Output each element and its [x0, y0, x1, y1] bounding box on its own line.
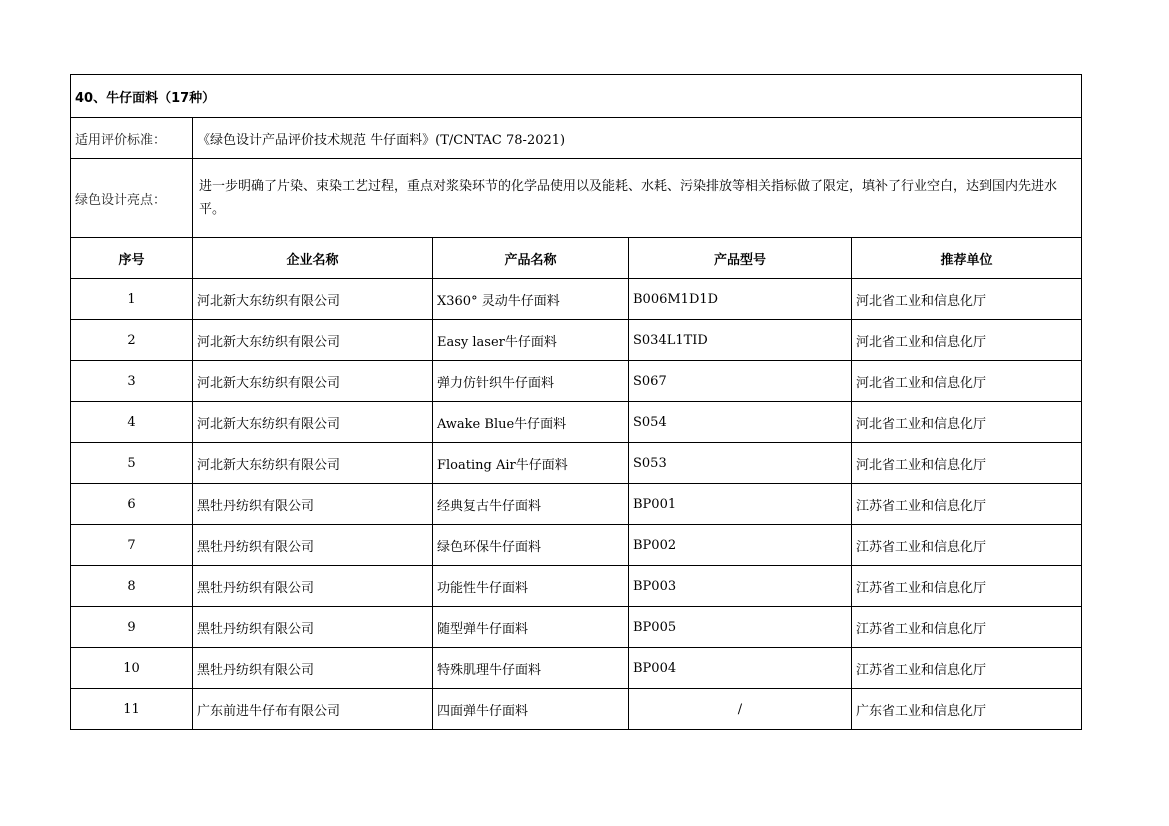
- table-row: [71, 361, 1082, 402]
- cell-model: S034L1TID: [629, 320, 852, 361]
- cell-product: 特殊肌理牛仔面料: [433, 648, 629, 689]
- cell-product: Awake Blue牛仔面料: [433, 402, 629, 443]
- table-row: [71, 689, 1082, 730]
- cell-company: 黑牡丹纺织有限公司: [193, 484, 433, 525]
- highlight-row: [71, 159, 1082, 238]
- cell-model: S054: [629, 402, 852, 443]
- cell-recommender: 河北省工业和信息化厅: [852, 279, 1082, 320]
- cell-company: 黑牡丹纺织有限公司: [193, 607, 433, 648]
- cell-model: BP002: [629, 525, 852, 566]
- cell-recommender: 广东省工业和信息化厅: [852, 689, 1082, 730]
- cell-model: BP003: [629, 566, 852, 607]
- table-row: [71, 402, 1082, 443]
- cell-product: 绿色环保牛仔面料: [433, 525, 629, 566]
- section-title: 40、牛仔面料（17种）: [71, 75, 1082, 118]
- column-header-no: 序号: [71, 238, 193, 279]
- cell-model: B006M1D1D: [629, 279, 852, 320]
- cell-no: 7: [71, 525, 193, 566]
- cell-no: 9: [71, 607, 193, 648]
- table-row: [71, 320, 1082, 361]
- cell-company: 黑牡丹纺织有限公司: [193, 648, 433, 689]
- highlight-label: 绿色设计亮点：: [71, 159, 193, 238]
- cell-recommender: 河北省工业和信息化厅: [852, 443, 1082, 484]
- cell-recommender: 江苏省工业和信息化厅: [852, 607, 1082, 648]
- cell-model: S067: [629, 361, 852, 402]
- cell-no: 3: [71, 361, 193, 402]
- cell-product: X360° 灵动牛仔面料: [433, 279, 629, 320]
- standard-value: 《绿色设计产品评价技术规范 牛仔面料》(T/CNTAC 78-2021): [193, 118, 1082, 159]
- cell-recommender: 江苏省工业和信息化厅: [852, 484, 1082, 525]
- cell-product: 四面弹牛仔面料: [433, 689, 629, 730]
- column-header-company: 企业名称: [193, 238, 433, 279]
- cell-company: 河北新大东纺织有限公司: [193, 361, 433, 402]
- table-row: [71, 279, 1082, 320]
- cell-no: 10: [71, 648, 193, 689]
- cell-recommender: 河北省工业和信息化厅: [852, 361, 1082, 402]
- cell-model: /: [629, 689, 852, 730]
- cell-no: 8: [71, 566, 193, 607]
- cell-no: 1: [71, 279, 193, 320]
- cell-recommender: 江苏省工业和信息化厅: [852, 525, 1082, 566]
- table-row: [71, 607, 1082, 648]
- cell-company: 黑牡丹纺织有限公司: [193, 525, 433, 566]
- cell-recommender: 江苏省工业和信息化厅: [852, 566, 1082, 607]
- cell-no: 5: [71, 443, 193, 484]
- table-row: [71, 443, 1082, 484]
- cell-company: 黑牡丹纺织有限公司: [193, 566, 433, 607]
- product-table: [70, 74, 1082, 730]
- cell-company: 河北新大东纺织有限公司: [193, 320, 433, 361]
- cell-recommender: 江苏省工业和信息化厅: [852, 648, 1082, 689]
- cell-no: 4: [71, 402, 193, 443]
- cell-product: 经典复古牛仔面料: [433, 484, 629, 525]
- cell-product: 弹力仿针织牛仔面料: [433, 361, 629, 402]
- column-header-model: 产品型号: [629, 238, 852, 279]
- cell-model: BP004: [629, 648, 852, 689]
- cell-company: 河北新大东纺织有限公司: [193, 402, 433, 443]
- column-header-recommender: 推荐单位: [852, 238, 1082, 279]
- table-row: [71, 525, 1082, 566]
- cell-company: 河北新大东纺织有限公司: [193, 279, 433, 320]
- cell-no: 2: [71, 320, 193, 361]
- cell-recommender: 河北省工业和信息化厅: [852, 320, 1082, 361]
- cell-product: Floating Air牛仔面料: [433, 443, 629, 484]
- cell-product: 随型弹牛仔面料: [433, 607, 629, 648]
- cell-model: S053: [629, 443, 852, 484]
- table-header-row: [71, 238, 1082, 279]
- cell-model: BP001: [629, 484, 852, 525]
- cell-product: Easy laser牛仔面料: [433, 320, 629, 361]
- cell-company: 广东前进牛仔布有限公司: [193, 689, 433, 730]
- column-header-product: 产品名称: [433, 238, 629, 279]
- standard-label: 适用评价标准：: [71, 118, 193, 159]
- cell-no: 6: [71, 484, 193, 525]
- table-row: [71, 648, 1082, 689]
- cell-product: 功能性牛仔面料: [433, 566, 629, 607]
- cell-no: 11: [71, 689, 193, 730]
- table-row: [71, 566, 1082, 607]
- cell-recommender: 河北省工业和信息化厅: [852, 402, 1082, 443]
- cell-company: 河北新大东纺织有限公司: [193, 443, 433, 484]
- highlight-value: 进一步明确了片染、束染工艺过程，重点对浆染环节的化学品使用以及能耗、水耗、污染排放等相关指标做了限定，填补了行业空白，达到国内先进水平。: [193, 159, 1082, 238]
- section-title-row: [71, 75, 1082, 118]
- table-row: [71, 484, 1082, 525]
- cell-model: BP005: [629, 607, 852, 648]
- standard-row: [71, 118, 1082, 159]
